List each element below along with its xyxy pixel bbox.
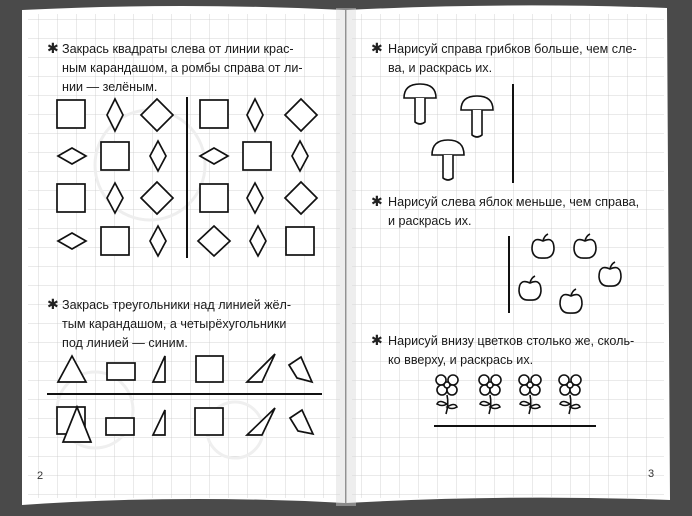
page-number-left: 2 xyxy=(37,470,44,482)
square-shape[interactable] xyxy=(57,100,85,128)
square-shape[interactable] xyxy=(286,227,314,255)
task-text-line: Нарисуй справа грибков больше, чем сле- xyxy=(388,42,637,56)
task-text-line: и раскрась их. xyxy=(388,214,472,228)
task-text-line: Закрась квадраты слева от линии крас- xyxy=(62,42,294,56)
asterisk-icon: ✱ xyxy=(371,194,383,210)
task-text-line: нии — зелёным. xyxy=(62,80,158,94)
rectangle-shape[interactable] xyxy=(106,418,134,435)
rectangle-shape[interactable] xyxy=(107,363,135,380)
task-text-line: ко вверху, и раскрась их. xyxy=(388,353,534,367)
asterisk-icon: ✱ xyxy=(47,297,59,313)
page-number-right: 3 xyxy=(648,468,655,480)
square-shape[interactable] xyxy=(101,142,129,170)
asterisk-icon: ✱ xyxy=(371,41,383,57)
asterisk-icon: ✱ xyxy=(371,333,383,349)
task-text-line: под линией — синим. xyxy=(62,336,188,350)
square-shape[interactable] xyxy=(57,184,85,212)
task-text-line: тым карандашом, а четырёхугольники xyxy=(62,317,287,331)
task-text-line: Нарисуй внизу цветков столько же, сколь- xyxy=(388,334,635,348)
task-text-line: ным карандашом, а ромбы справа от ли- xyxy=(62,61,303,75)
square-shape[interactable] xyxy=(200,184,228,212)
square-shape[interactable] xyxy=(200,100,228,128)
square-shape[interactable] xyxy=(243,142,271,170)
asterisk-icon: ✱ xyxy=(47,41,59,57)
square-shape[interactable] xyxy=(196,356,223,382)
square-shape[interactable] xyxy=(195,408,223,435)
task-text-line: Закрась треугольники над линией жёл- xyxy=(62,298,292,312)
task-text-line: ва, и раскрась их. xyxy=(388,61,493,75)
task-text-line: Нарисуй слева яблок меньше, чем справа, xyxy=(388,195,640,209)
square-shape[interactable] xyxy=(101,227,129,255)
